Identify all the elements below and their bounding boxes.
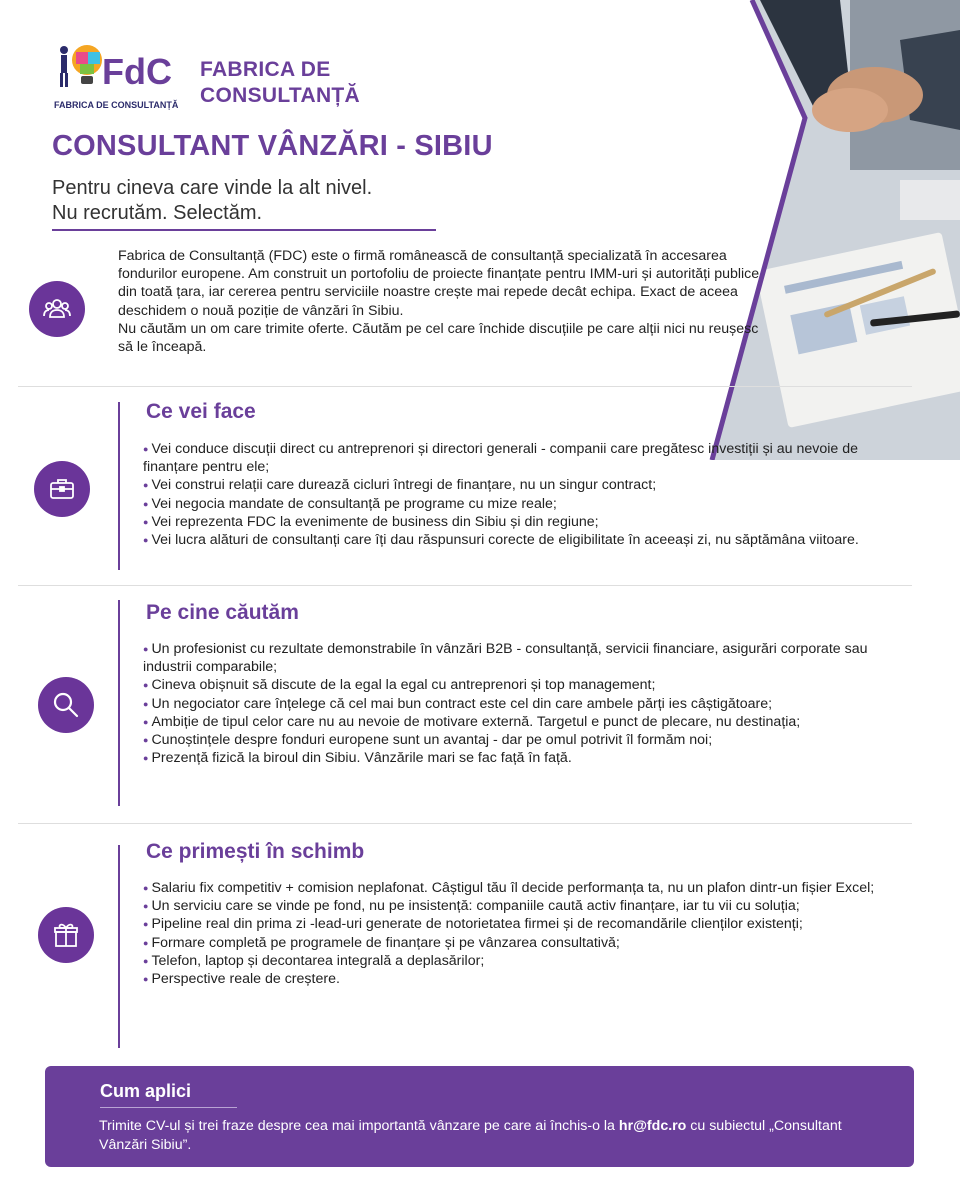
list-item: ● Prezență fizică la biroul din Sibiu. Vânzările mari se fac față în față. [143, 749, 893, 767]
section-divider [18, 585, 912, 586]
list-ce-primesti [143, 879, 903, 988]
list-item: ● Perspective reale de creștere. [143, 970, 903, 988]
section-title-ce-vei-face: Ce vei face [146, 400, 256, 423]
list-item: ● Un profesionist cu rezultate demonstrabile în vânzări B2B - consultanță, servicii financiare, asigurări corporate sau industrii comparabile; [143, 640, 893, 676]
list-item: ● Cineva obișnuit să discute de la egal la egal cu antreprenori și top management; [143, 676, 893, 694]
section-divider [18, 823, 912, 824]
list-item: ● Vei reprezenta FDC la evenimente de business din Sibiu și din regiune; [143, 513, 893, 531]
list-item: ● Ambiție de tipul celor care nu au nevoie de motivare externă. Targetul e punct de plecare, nu destinația; [143, 713, 893, 731]
apply-text-after: cu subiectul „Consultant Vânzări Sibiu”. [99, 1118, 842, 1153]
brand-name-line2: CONSULTANȚĂ [200, 84, 361, 107]
section-divider [18, 386, 912, 387]
brand-name-line1: FABRICA DE [200, 58, 331, 81]
list-item: ● Vei conduce discuții direct cu antreprenori și directori generali - companii care pregătesc investiții și au nevoie de finanțare pentru ele; [143, 440, 893, 476]
list-item: ● Un serviciu care se vinde pe fond, nu pe insistență: companiile caută activ finanțare, iar tu vii cu soluția; [143, 897, 903, 915]
list-item: ● Vei negocia mandate de consultanță pe programe cu mize reale; [143, 495, 893, 513]
list-item: ● Formare completă pe programele de finanțare și pe vânzarea consultativă; [143, 934, 903, 952]
list-pe-cine-cautam [143, 640, 893, 767]
list-item: ● Pipeline real din prima zi -lead-uri generate de notorietatea firmei și de recomandările clienților existenți; [143, 915, 903, 933]
list-item: ● Telefon, laptop și decontarea integrală a deplasărilor; [143, 952, 903, 970]
apply-text-before: Trimite CV-ul și trei fraze despre cea mai importantă vânzare pe care ai închis-o la [99, 1118, 619, 1134]
logo-text: FdC [102, 51, 172, 92]
apply-title-underline [100, 1107, 237, 1108]
people-group-icon [29, 281, 85, 337]
section-title-pe-cine-cautam: Pe cine căutăm [146, 601, 299, 624]
subtitle-line1: Pentru cineva care vinde la alt nivel. [52, 177, 373, 199]
list-item: ● Vei construi relații care durează cicluri întregi de finanțare, nu un singur contract; [143, 476, 893, 494]
subtitle-underline [52, 229, 436, 231]
apply-text [99, 1117, 859, 1155]
gift-icon [38, 907, 94, 963]
list-ce-vei-face [143, 440, 893, 549]
intro-paragraph-1: Fabrica de Consultanță (FDC) este o firmă românească de consultanță specializată în accesarea fondurilor europene. Am construit un portofoliu de proiecte finanțate pentru IMM-uri și autorități publice din toată țara, iar cererea pentru serviciile noastre crește mai repede decât echipa. Exact de aceea deschidem o nouă poziție de vânzări în Sibiu. [118, 248, 760, 319]
page-title: CONSULTANT VÂNZĂRI - SIBIU [52, 130, 493, 162]
apply-title: Cum aplici [100, 1081, 192, 1101]
subtitle-line2: Nu recrutăm. Selectăm. [52, 202, 263, 224]
list-item: ● Cunoștințele despre fonduri europene sunt un avantaj - dar pe omul potrivit îl formăm noi; [143, 731, 893, 749]
section-title-ce-primesti: Ce primești în schimb [146, 840, 365, 863]
intro-text [118, 247, 770, 356]
apply-box [45, 1066, 914, 1167]
list-item: ● Salariu fix competitiv + comision neplafonat. Câștigul tău îl decide performanța ta, nu un plafon dintr-un fișier Excel; [143, 879, 903, 897]
handshake-photo [700, 0, 960, 460]
intro-paragraph-2: Nu căutăm un om care trimite oferte. Căutăm pe cel care închide discuțiile pe care alții nici nu reușesc să le înceapă. [118, 320, 759, 356]
page-subtitle [52, 176, 372, 226]
section-accent-line [118, 600, 120, 806]
magnifier-icon [38, 677, 94, 733]
apply-email-link[interactable]: hr@fdc.ro [618, 1118, 687, 1134]
briefcase-icon [34, 461, 90, 517]
fdc-logo [52, 38, 180, 112]
list-item: ● Vei lucra alături de consultanți care îți dau răspunsuri corecte de eligibilitate în aceeași zi, nu săptămâna viitoare. [143, 531, 893, 549]
list-item: ● Un negociator care înțelege că cel mai bun contract este cel din care ambele părți ies câștigătoare; [143, 695, 893, 713]
logo-caption: FABRICA DE CONSULTANȚĂ [54, 100, 179, 110]
section-accent-line [118, 845, 120, 1048]
brand-name [200, 57, 360, 109]
section-accent-line [118, 402, 120, 570]
